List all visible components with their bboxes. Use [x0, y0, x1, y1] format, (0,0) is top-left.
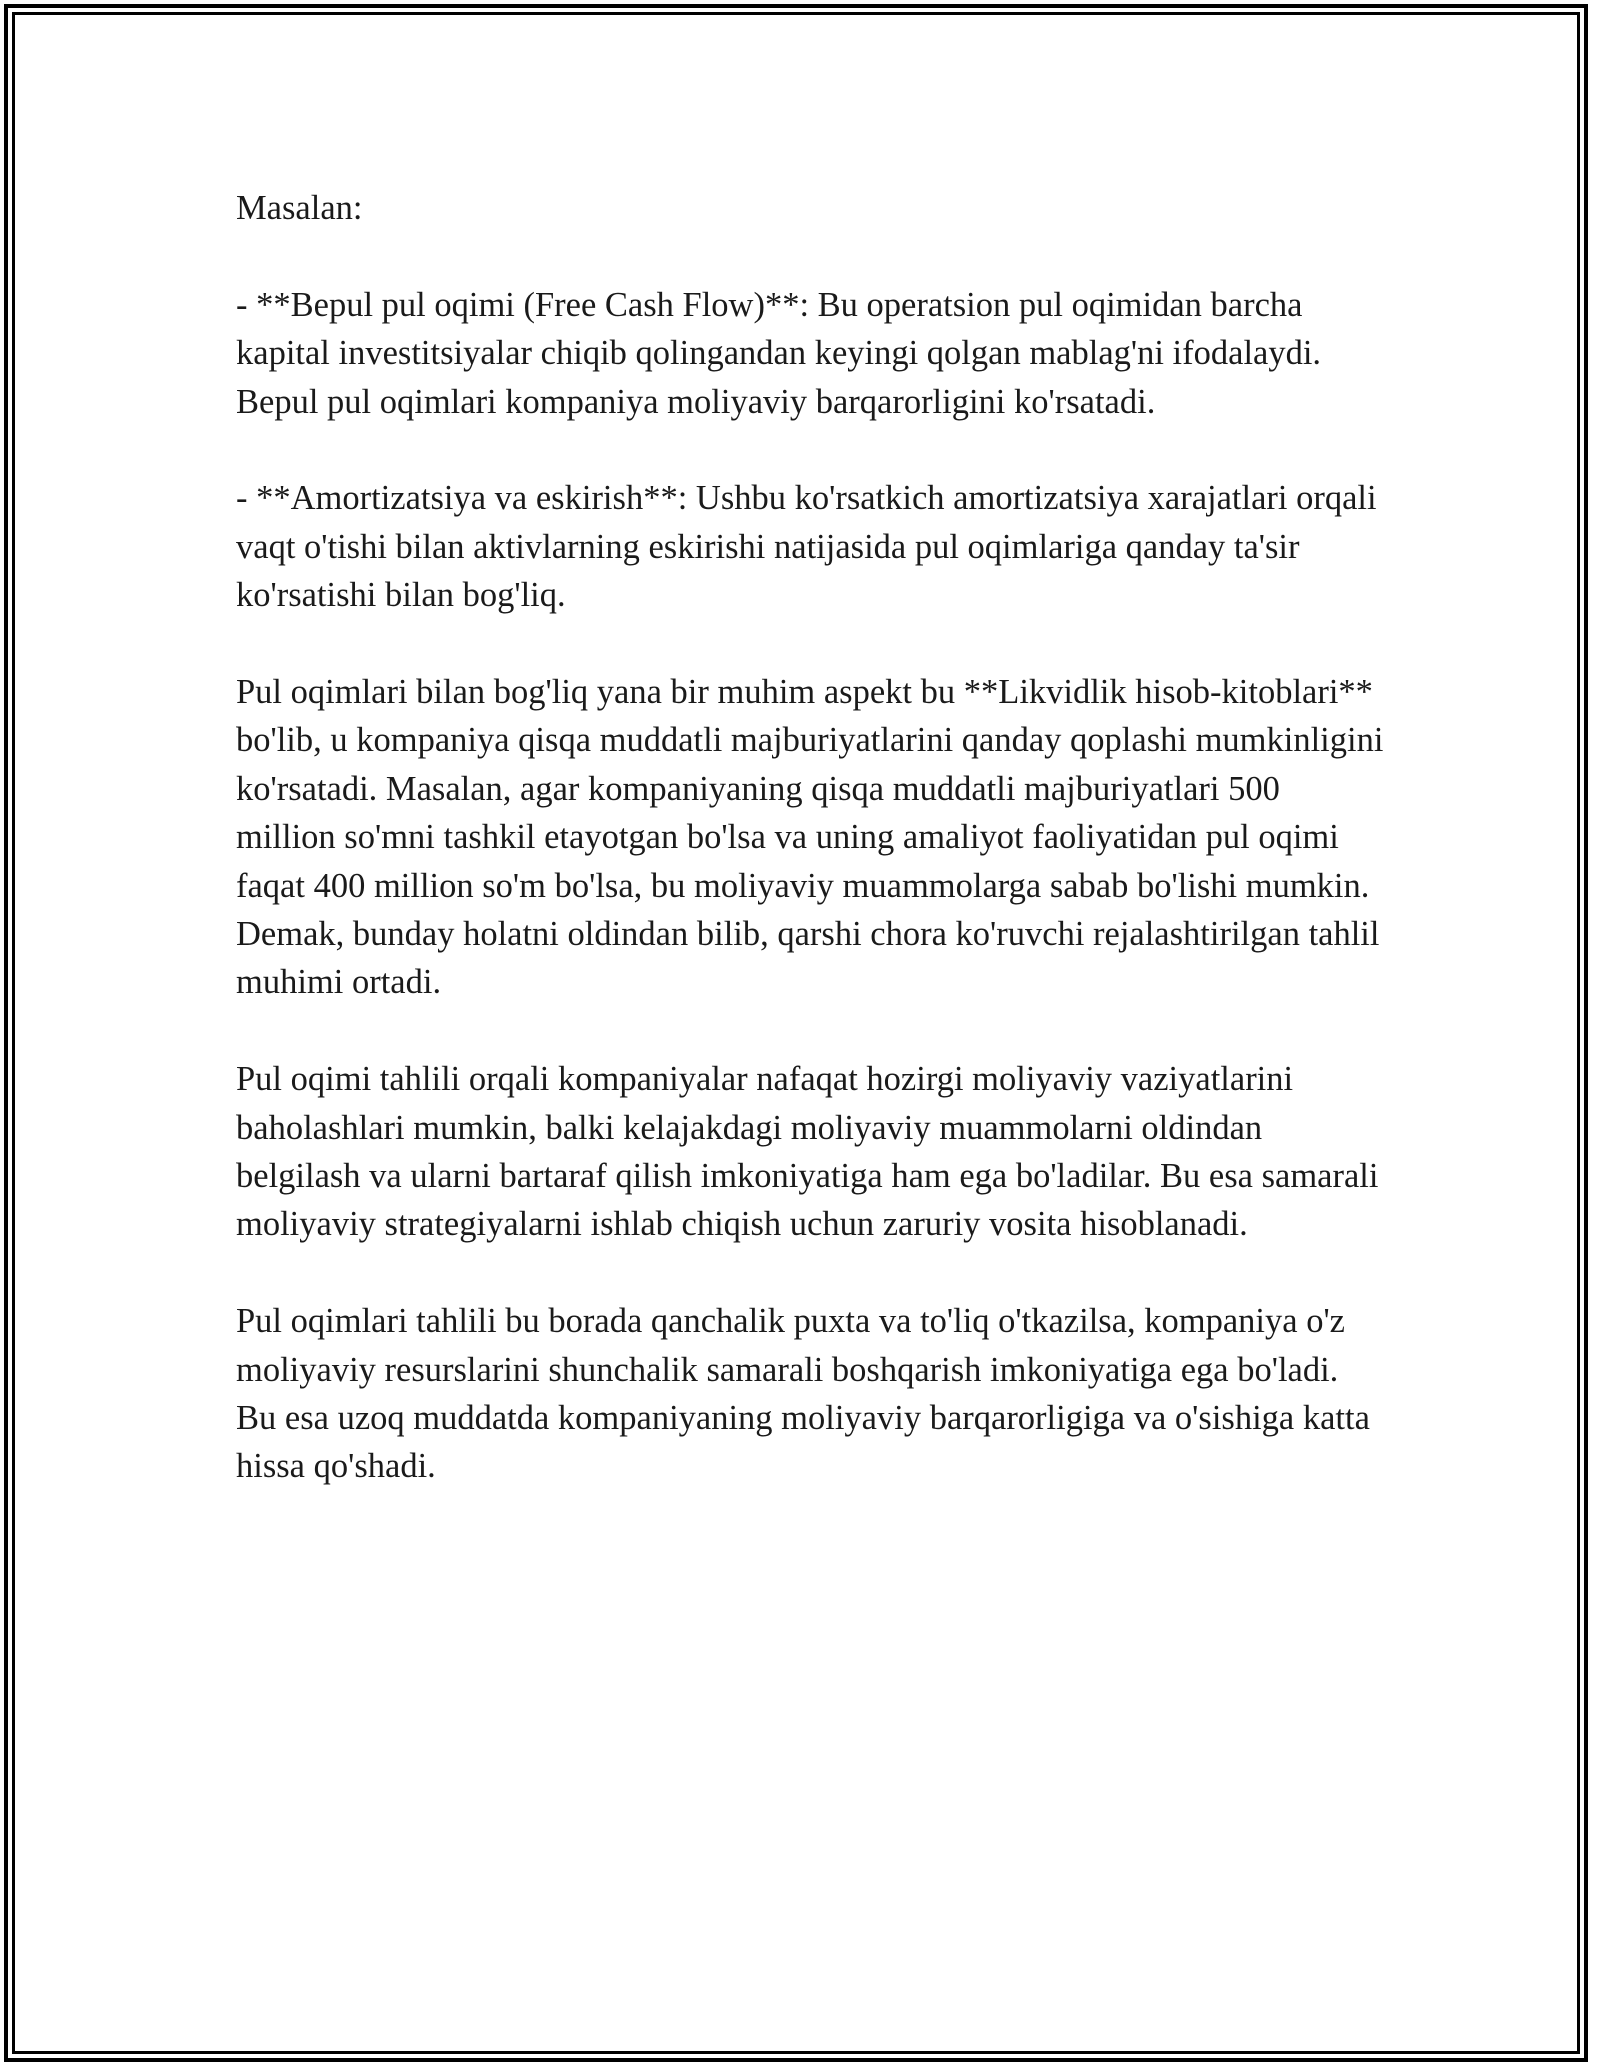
paragraph-free-cash-flow: - **Bepul pul oqimi (Free Cash Flow)**: Bu operatsion pul oqimidan barcha kapital investitsiyalar chiqib qolingandan keyingi qolgan mablag'ni ifodalaydi. Bepul pul oqimlari kompaniya moliyaviy barqarorligini ko'rsatadi. — [236, 285, 1322, 421]
paragraph-intro: Masalan: — [236, 189, 363, 227]
paragraph-conclusion: Pul oqimlari tahlili bu borada qanchalik puxta va to'liq o'tkazilsa, kompaniya o'z moliyaviy resurslarini shunchalik samarali boshqarish imkoniyatiga ega bo'ladi. Bu esa uzoq muddatda kompaniyaning moliyaviy barqarorligiga va o'sishiga katta hissa qo'shadi. — [236, 1302, 1370, 1486]
document-body — [236, 184, 1386, 1539]
paragraph-liquidity: Pul oqimlari bilan bog'liq yana bir muhim aspekt bu **Likvidlik hisob-kitoblari** bo'lib, u kompaniya qisqa muddatli majburiyatlarini qanday qoplashi mumkinligini ko'rsatadi. Masalan, agar kompaniyaning qisqa muddatli majburiyatlari 500 million so'mni tashkil etayotgan bo'lsa va uning amaliyot faoliyatidan pul oqimi faqat 400 million so'm bo'lsa, bu moliyaviy muammolarga sabab bo'lishi mumkin. Demak, bunday holatni oldindan bilib, qarshi chora ko'ruvchi rejalashtirilgan tahlil muhimi ortadi. — [236, 673, 1384, 1002]
paragraph-amortization: - **Amortizatsiya va eskirish**: Ushbu ko'rsatkich amortizatsiya xarajatlari orqali vaqt o'tishi bilan aktivlarning eskirishi natijasida pul oqimlariga qanday ta'sir ko'rsatishi bilan bog'liq. — [236, 479, 1377, 615]
paragraph-analysis: Pul oqimi tahlili orqali kompaniyalar nafaqat hozirgi moliyaviy vaziyatlarini baholashlari mumkin, balki kelajakdagi moliyaviy muammolarni oldindan belgilash va ularni bartaraf qilish imkoniyatiga ham ega bo'ladilar. Bu esa samarali moliyaviy strategiyalarni ishlab chiqish uchun zaruriy vosita hisoblanadi. — [236, 1060, 1379, 1244]
